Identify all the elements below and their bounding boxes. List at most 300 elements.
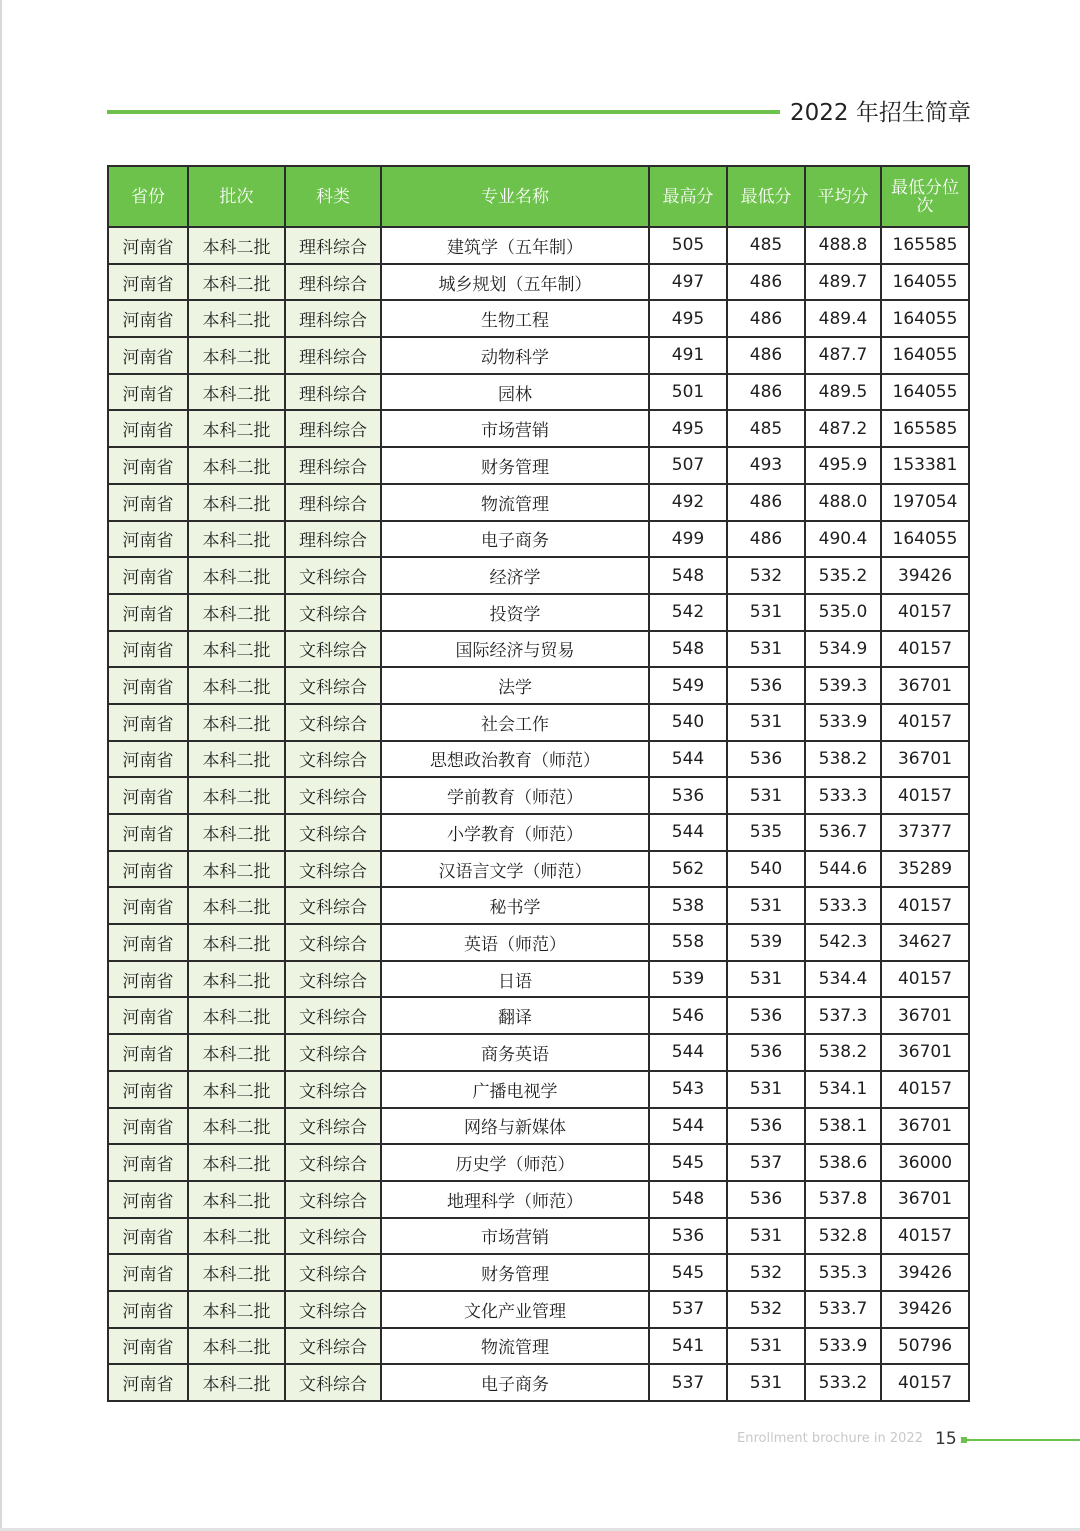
- cell-province: 河南省: [108, 264, 188, 301]
- cell-major-name: 物流管理: [381, 1328, 649, 1365]
- cell-min-rank: 164055: [881, 300, 969, 337]
- cell-major-name: 广播电视学: [381, 1071, 649, 1108]
- cell-major-name: 经济学: [381, 557, 649, 594]
- cell-max-score: 548: [649, 1181, 727, 1218]
- cell-category: 文科综合: [285, 1364, 381, 1401]
- footer-rule: [967, 1439, 1080, 1441]
- cell-min-score: 536: [727, 997, 805, 1034]
- cell-avg-score: 535.2: [805, 557, 881, 594]
- cell-category: 文科综合: [285, 1071, 381, 1108]
- cell-major-name: 生物工程: [381, 300, 649, 337]
- cell-min-rank: 197054: [881, 484, 969, 521]
- table-row: [108, 887, 969, 924]
- cell-max-score: 501: [649, 374, 727, 411]
- cell-major-name: 城乡规划（五年制）: [381, 264, 649, 301]
- cell-max-score: 491: [649, 337, 727, 374]
- cell-max-score: 543: [649, 1071, 727, 1108]
- cell-batch: 本科二批: [188, 300, 285, 337]
- cell-batch: 本科二批: [188, 374, 285, 411]
- cell-category: 文科综合: [285, 961, 381, 998]
- table-row: [108, 997, 969, 1034]
- cell-min-score: 486: [727, 264, 805, 301]
- cell-category: 理科综合: [285, 374, 381, 411]
- cell-province: 河南省: [108, 667, 188, 704]
- table-row: [108, 300, 969, 337]
- page-left-edge: [0, 0, 2, 1531]
- cell-province: 河南省: [108, 1144, 188, 1181]
- cell-province: 河南省: [108, 484, 188, 521]
- cell-max-score: 544: [649, 1108, 727, 1145]
- footer-caption: Enrollment brochure in 2022: [737, 1431, 923, 1446]
- cell-min-score: 537: [727, 1144, 805, 1181]
- cell-avg-score: 537.8: [805, 1181, 881, 1218]
- cell-province: 河南省: [108, 631, 188, 668]
- cell-category: 文科综合: [285, 1254, 381, 1291]
- cell-category: 文科综合: [285, 777, 381, 814]
- table-row: [108, 557, 969, 594]
- cell-max-score: 495: [649, 410, 727, 447]
- cell-province: 河南省: [108, 374, 188, 411]
- cell-batch: 本科二批: [188, 997, 285, 1034]
- cell-max-score: 537: [649, 1291, 727, 1328]
- cell-category: 文科综合: [285, 1218, 381, 1255]
- table-row: [108, 667, 969, 704]
- cell-batch: 本科二批: [188, 887, 285, 924]
- cell-major-name: 国际经济与贸易: [381, 631, 649, 668]
- cell-min-score: 536: [727, 1108, 805, 1145]
- cell-min-score: 536: [727, 741, 805, 778]
- cell-province: 河南省: [108, 1071, 188, 1108]
- cell-batch: 本科二批: [188, 264, 285, 301]
- header-province: 省份: [108, 166, 188, 227]
- header-batch: 批次: [188, 166, 285, 227]
- cell-category: 理科综合: [285, 264, 381, 301]
- table-row: [108, 1108, 969, 1145]
- cell-min-score: 532: [727, 1254, 805, 1291]
- cell-category: 文科综合: [285, 814, 381, 851]
- cell-max-score: 538: [649, 887, 727, 924]
- cell-category: 文科综合: [285, 1181, 381, 1218]
- cell-min-score: 486: [727, 484, 805, 521]
- cell-avg-score: 535.0: [805, 594, 881, 631]
- cell-min-rank: 36701: [881, 1034, 969, 1071]
- cell-min-rank: 164055: [881, 374, 969, 411]
- cell-major-name: 电子商务: [381, 1364, 649, 1401]
- cell-min-rank: 35289: [881, 851, 969, 888]
- cell-min-score: 485: [727, 410, 805, 447]
- cell-province: 河南省: [108, 961, 188, 998]
- admission-scores-table: [107, 165, 970, 1402]
- cell-min-rank: 36701: [881, 741, 969, 778]
- cell-batch: 本科二批: [188, 1034, 285, 1071]
- cell-max-score: 497: [649, 264, 727, 301]
- cell-avg-score: 537.3: [805, 997, 881, 1034]
- table-row: [108, 814, 969, 851]
- table-body: [108, 227, 969, 1401]
- table-row: [108, 447, 969, 484]
- cell-max-score: 558: [649, 924, 727, 961]
- cell-major-name: 市场营销: [381, 410, 649, 447]
- cell-batch: 本科二批: [188, 484, 285, 521]
- cell-category: 文科综合: [285, 594, 381, 631]
- cell-major-name: 英语（师范）: [381, 924, 649, 961]
- cell-min-score: 539: [727, 924, 805, 961]
- cell-max-score: 544: [649, 1034, 727, 1071]
- cell-avg-score: 542.3: [805, 924, 881, 961]
- table-row: [108, 1328, 969, 1365]
- header-min-rank-text: 最低分位次: [891, 177, 959, 216]
- cell-batch: 本科二批: [188, 777, 285, 814]
- cell-category: 理科综合: [285, 410, 381, 447]
- cell-min-score: 531: [727, 1364, 805, 1401]
- header-min-rank: [881, 166, 969, 227]
- cell-major-name: 社会工作: [381, 704, 649, 741]
- cell-avg-score: 533.3: [805, 887, 881, 924]
- cell-category: 文科综合: [285, 704, 381, 741]
- cell-avg-score: 534.9: [805, 631, 881, 668]
- cell-avg-score: 489.7: [805, 264, 881, 301]
- cell-max-score: 492: [649, 484, 727, 521]
- cell-province: 河南省: [108, 741, 188, 778]
- cell-min-score: 540: [727, 851, 805, 888]
- table-row: [108, 704, 969, 741]
- cell-max-score: 536: [649, 777, 727, 814]
- cell-province: 河南省: [108, 410, 188, 447]
- table-row: [108, 484, 969, 521]
- cell-major-name: 建筑学（五年制）: [381, 227, 649, 264]
- cell-min-score: 485: [727, 227, 805, 264]
- cell-province: 河南省: [108, 447, 188, 484]
- cell-min-rank: 39426: [881, 557, 969, 594]
- header-row: [108, 166, 969, 227]
- cell-province: 河南省: [108, 1181, 188, 1218]
- cell-major-name: 翻译: [381, 997, 649, 1034]
- cell-max-score: 562: [649, 851, 727, 888]
- cell-max-score: 548: [649, 631, 727, 668]
- cell-major-name: 学前教育（师范）: [381, 777, 649, 814]
- cell-major-name: 汉语言文学（师范）: [381, 851, 649, 888]
- cell-min-rank: 50796: [881, 1328, 969, 1365]
- table-row: [108, 961, 969, 998]
- cell-min-score: 531: [727, 631, 805, 668]
- cell-min-rank: 34627: [881, 924, 969, 961]
- table-row: [108, 410, 969, 447]
- cell-min-score: 486: [727, 521, 805, 558]
- table-row: [108, 594, 969, 631]
- cell-province: 河南省: [108, 1291, 188, 1328]
- cell-min-rank: 40157: [881, 777, 969, 814]
- cell-batch: 本科二批: [188, 1144, 285, 1181]
- cell-avg-score: 489.5: [805, 374, 881, 411]
- cell-major-name: 市场营销: [381, 1218, 649, 1255]
- cell-min-score: 532: [727, 557, 805, 594]
- cell-batch: 本科二批: [188, 1291, 285, 1328]
- cell-batch: 本科二批: [188, 667, 285, 704]
- cell-category: 文科综合: [285, 1144, 381, 1181]
- cell-batch: 本科二批: [188, 1254, 285, 1291]
- cell-category: 文科综合: [285, 741, 381, 778]
- cell-category: 理科综合: [285, 227, 381, 264]
- cell-avg-score: 533.7: [805, 1291, 881, 1328]
- cell-major-name: 地理科学（师范）: [381, 1181, 649, 1218]
- cell-min-rank: 165585: [881, 410, 969, 447]
- cell-major-name: 日语: [381, 961, 649, 998]
- cell-min-score: 531: [727, 1218, 805, 1255]
- cell-min-rank: 36701: [881, 997, 969, 1034]
- cell-avg-score: 533.9: [805, 1328, 881, 1365]
- cell-category: 理科综合: [285, 484, 381, 521]
- cell-batch: 本科二批: [188, 1071, 285, 1108]
- cell-major-name: 投资学: [381, 594, 649, 631]
- table-row: [108, 924, 969, 961]
- header-major-name: 专业名称: [381, 166, 649, 227]
- cell-avg-score: 535.3: [805, 1254, 881, 1291]
- table-row: [108, 337, 969, 374]
- header-min-score: 最低分: [727, 166, 805, 227]
- cell-min-score: 535: [727, 814, 805, 851]
- cell-avg-score: 487.7: [805, 337, 881, 374]
- cell-province: 河南省: [108, 704, 188, 741]
- cell-category: 文科综合: [285, 887, 381, 924]
- cell-province: 河南省: [108, 887, 188, 924]
- cell-major-name: 秘书学: [381, 887, 649, 924]
- cell-min-rank: 40157: [881, 1071, 969, 1108]
- cell-major-name: 网络与新媒体: [381, 1108, 649, 1145]
- cell-major-name: 法学: [381, 667, 649, 704]
- cell-avg-score: 533.3: [805, 777, 881, 814]
- cell-max-score: 505: [649, 227, 727, 264]
- cell-avg-score: 487.2: [805, 410, 881, 447]
- cell-batch: 本科二批: [188, 521, 285, 558]
- cell-category: 理科综合: [285, 447, 381, 484]
- cell-avg-score: 488.0: [805, 484, 881, 521]
- cell-min-score: 536: [727, 1181, 805, 1218]
- cell-min-rank: 37377: [881, 814, 969, 851]
- cell-province: 河南省: [108, 851, 188, 888]
- cell-avg-score: 488.8: [805, 227, 881, 264]
- cell-min-rank: 40157: [881, 1218, 969, 1255]
- cell-min-rank: 40157: [881, 594, 969, 631]
- cell-batch: 本科二批: [188, 704, 285, 741]
- cell-province: 河南省: [108, 1034, 188, 1071]
- cell-avg-score: 489.4: [805, 300, 881, 337]
- cell-batch: 本科二批: [188, 814, 285, 851]
- cell-min-rank: 39426: [881, 1254, 969, 1291]
- cell-min-score: 536: [727, 1034, 805, 1071]
- cell-max-score: 540: [649, 704, 727, 741]
- cell-min-rank: 36701: [881, 1181, 969, 1218]
- cell-max-score: 544: [649, 741, 727, 778]
- cell-category: 文科综合: [285, 667, 381, 704]
- page-header-title: 2022 年招生简章: [790, 100, 971, 126]
- cell-max-score: 549: [649, 667, 727, 704]
- cell-avg-score: 533.9: [805, 704, 881, 741]
- cell-max-score: 539: [649, 961, 727, 998]
- cell-max-score: 495: [649, 300, 727, 337]
- cell-min-score: 531: [727, 594, 805, 631]
- cell-min-rank: 164055: [881, 264, 969, 301]
- cell-province: 河南省: [108, 814, 188, 851]
- table-row: [108, 227, 969, 264]
- cell-min-score: 493: [727, 447, 805, 484]
- cell-min-rank: 36000: [881, 1144, 969, 1181]
- cell-major-name: 商务英语: [381, 1034, 649, 1071]
- cell-min-rank: 165585: [881, 227, 969, 264]
- cell-major-name: 财务管理: [381, 447, 649, 484]
- cell-province: 河南省: [108, 521, 188, 558]
- cell-category: 文科综合: [285, 631, 381, 668]
- cell-min-rank: 36701: [881, 1108, 969, 1145]
- cell-max-score: 537: [649, 1364, 727, 1401]
- cell-batch: 本科二批: [188, 924, 285, 961]
- cell-min-rank: 164055: [881, 337, 969, 374]
- page-number: 15: [935, 1429, 957, 1449]
- cell-max-score: 544: [649, 814, 727, 851]
- table-row: [108, 1181, 969, 1218]
- table-row: [108, 1034, 969, 1071]
- cell-max-score: 548: [649, 557, 727, 594]
- cell-batch: 本科二批: [188, 447, 285, 484]
- cell-max-score: 541: [649, 1328, 727, 1365]
- table-row: [108, 374, 969, 411]
- cell-province: 河南省: [108, 1328, 188, 1365]
- cell-avg-score: 532.8: [805, 1218, 881, 1255]
- cell-category: 文科综合: [285, 1291, 381, 1328]
- cell-province: 河南省: [108, 1364, 188, 1401]
- cell-category: 理科综合: [285, 300, 381, 337]
- cell-category: 文科综合: [285, 1108, 381, 1145]
- cell-province: 河南省: [108, 924, 188, 961]
- cell-avg-score: 533.2: [805, 1364, 881, 1401]
- cell-avg-score: 534.4: [805, 961, 881, 998]
- cell-avg-score: 538.6: [805, 1144, 881, 1181]
- cell-min-score: 531: [727, 1328, 805, 1365]
- table-row: [108, 777, 969, 814]
- cell-min-rank: 39426: [881, 1291, 969, 1328]
- cell-batch: 本科二批: [188, 227, 285, 264]
- cell-province: 河南省: [108, 594, 188, 631]
- cell-min-score: 531: [727, 961, 805, 998]
- table-header: [108, 166, 969, 227]
- cell-avg-score: 536.7: [805, 814, 881, 851]
- cell-batch: 本科二批: [188, 851, 285, 888]
- cell-min-score: 531: [727, 777, 805, 814]
- cell-category: 文科综合: [285, 851, 381, 888]
- cell-min-rank: 36701: [881, 667, 969, 704]
- cell-batch: 本科二批: [188, 961, 285, 998]
- header-max-score: 最高分: [649, 166, 727, 227]
- cell-category: 文科综合: [285, 1034, 381, 1071]
- cell-avg-score: 534.1: [805, 1071, 881, 1108]
- cell-min-rank: 40157: [881, 631, 969, 668]
- cell-max-score: 536: [649, 1218, 727, 1255]
- cell-province: 河南省: [108, 300, 188, 337]
- cell-max-score: 545: [649, 1144, 727, 1181]
- cell-avg-score: 490.4: [805, 521, 881, 558]
- cell-batch: 本科二批: [188, 1328, 285, 1365]
- cell-min-score: 536: [727, 667, 805, 704]
- table-row: [108, 631, 969, 668]
- cell-province: 河南省: [108, 227, 188, 264]
- table-row: [108, 521, 969, 558]
- cell-province: 河南省: [108, 777, 188, 814]
- cell-min-score: 486: [727, 337, 805, 374]
- cell-max-score: 499: [649, 521, 727, 558]
- table-row: [108, 1254, 969, 1291]
- cell-major-name: 历史学（师范）: [381, 1144, 649, 1181]
- cell-min-score: 531: [727, 887, 805, 924]
- cell-batch: 本科二批: [188, 1218, 285, 1255]
- cell-max-score: 546: [649, 997, 727, 1034]
- cell-province: 河南省: [108, 1254, 188, 1291]
- cell-batch: 本科二批: [188, 410, 285, 447]
- cell-major-name: 文化产业管理: [381, 1291, 649, 1328]
- cell-avg-score: 538.1: [805, 1108, 881, 1145]
- cell-min-score: 486: [727, 300, 805, 337]
- cell-category: 文科综合: [285, 997, 381, 1034]
- cell-avg-score: 495.9: [805, 447, 881, 484]
- table-row: [108, 1364, 969, 1401]
- cell-batch: 本科二批: [188, 594, 285, 631]
- cell-batch: 本科二批: [188, 337, 285, 374]
- cell-major-name: 小学教育（师范）: [381, 814, 649, 851]
- cell-min-rank: 153381: [881, 447, 969, 484]
- cell-province: 河南省: [108, 1108, 188, 1145]
- cell-avg-score: 538.2: [805, 741, 881, 778]
- cell-max-score: 507: [649, 447, 727, 484]
- cell-batch: 本科二批: [188, 741, 285, 778]
- table-row: [108, 1218, 969, 1255]
- cell-category: 理科综合: [285, 521, 381, 558]
- table-row: [108, 264, 969, 301]
- cell-min-rank: 164055: [881, 521, 969, 558]
- cell-batch: 本科二批: [188, 1108, 285, 1145]
- cell-min-rank: 40157: [881, 887, 969, 924]
- header-category: 科类: [285, 166, 381, 227]
- cell-major-name: 物流管理: [381, 484, 649, 521]
- cell-batch: 本科二批: [188, 1364, 285, 1401]
- cell-min-score: 532: [727, 1291, 805, 1328]
- cell-min-score: 531: [727, 1071, 805, 1108]
- cell-batch: 本科二批: [188, 1181, 285, 1218]
- cell-major-name: 财务管理: [381, 1254, 649, 1291]
- cell-province: 河南省: [108, 997, 188, 1034]
- cell-province: 河南省: [108, 337, 188, 374]
- cell-category: 文科综合: [285, 924, 381, 961]
- cell-min-rank: 40157: [881, 1364, 969, 1401]
- table-row: [108, 1071, 969, 1108]
- cell-province: 河南省: [108, 557, 188, 594]
- cell-max-score: 545: [649, 1254, 727, 1291]
- cell-min-score: 486: [727, 374, 805, 411]
- cell-province: 河南省: [108, 1218, 188, 1255]
- table-row: [108, 1291, 969, 1328]
- cell-min-rank: 40157: [881, 961, 969, 998]
- cell-major-name: 电子商务: [381, 521, 649, 558]
- table-row: [108, 741, 969, 778]
- table-row: [108, 851, 969, 888]
- cell-min-score: 531: [727, 704, 805, 741]
- cell-major-name: 园林: [381, 374, 649, 411]
- cell-max-score: 542: [649, 594, 727, 631]
- header-rule: [107, 110, 780, 114]
- cell-major-name: 思想政治教育（师范）: [381, 741, 649, 778]
- cell-avg-score: 544.6: [805, 851, 881, 888]
- cell-category: 文科综合: [285, 1328, 381, 1365]
- cell-batch: 本科二批: [188, 557, 285, 594]
- cell-min-rank: 40157: [881, 704, 969, 741]
- cell-major-name: 动物科学: [381, 337, 649, 374]
